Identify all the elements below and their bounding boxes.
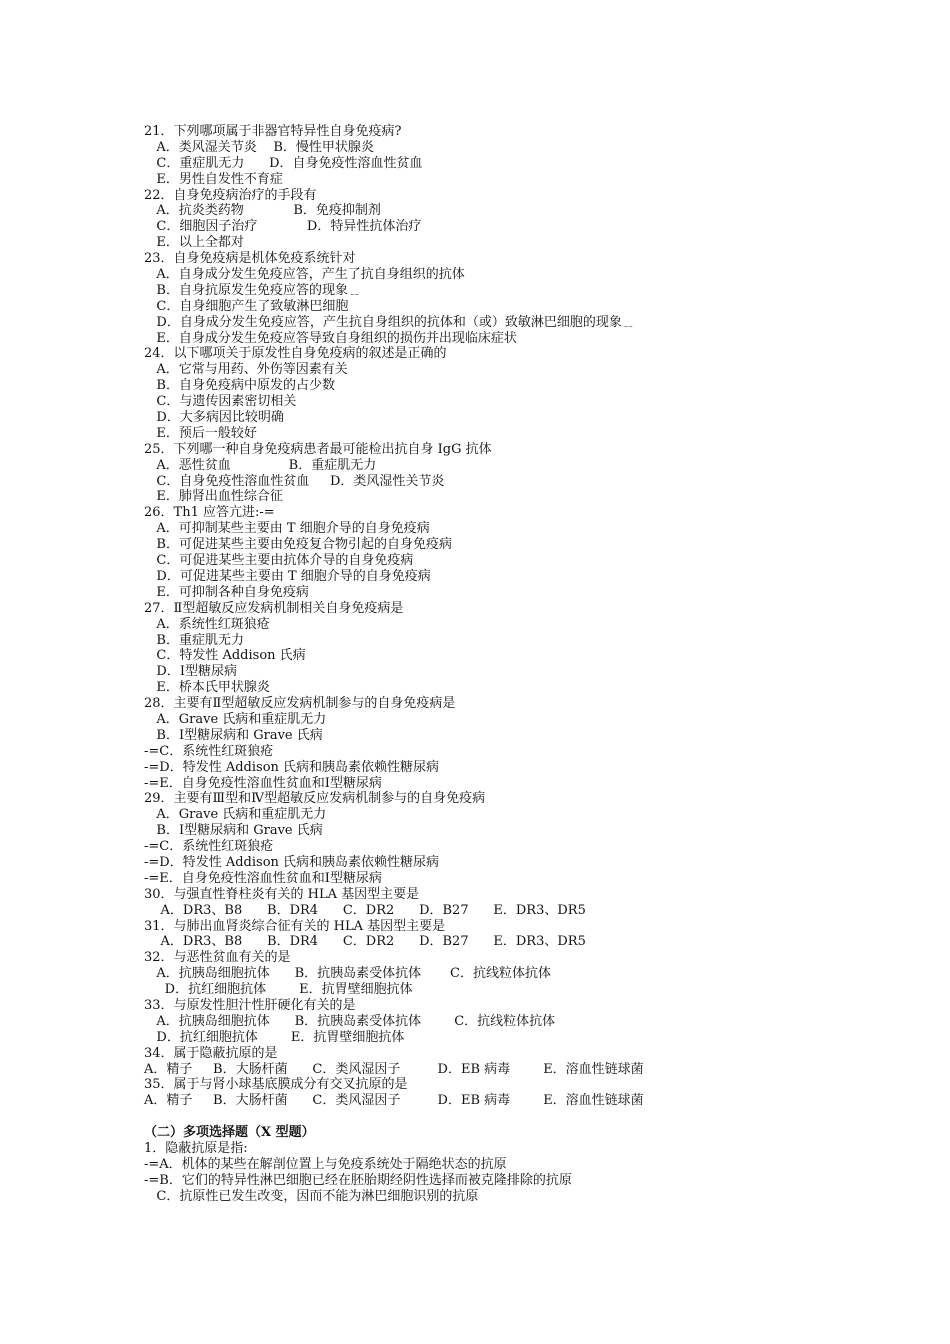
text-line: 31．与肺出血肾炎综合征有关的 HLA 基因型主要是 — [144, 918, 446, 934]
text-line: A．自身成分发生免疫应答，产生了抗自身组织的抗体 — [144, 267, 465, 283]
text-line: A．抗炎类药物 B．免疫抑制剂 — [144, 203, 381, 219]
text-line: A．精子 B．大肠杆菌 C．类风湿因子 D．EB 病毒 E．溶血性链球菌 — [144, 1061, 644, 1077]
text-line: 21．下列哪项属于非器官特异性自身免疫病? — [144, 124, 402, 139]
text-line: 34．属于隐蔽抗原的是 — [144, 1045, 278, 1061]
text-line: A．抗胰岛细胞抗体 B．抗胰岛素受体抗体 C．抗线粒体抗体 — [144, 1013, 556, 1029]
text-line: 27．Ⅱ型超敏反应发病机制相关自身免疫病是 — [144, 600, 404, 616]
text-line: -=C．系统性红斑狼疮 — [144, 743, 274, 759]
text-line: -=A．机体的某些在解剖位置上与免疫系统处于隔绝状态的抗原 — [144, 1156, 507, 1172]
text-line: C．可促进某些主要由抗体介导的自身免疫病 — [144, 553, 414, 569]
text-line: A．抗胰岛细胞抗体 B．抗胰岛素受体抗体 C．抗线粒体抗体 — [144, 966, 552, 982]
text-line: 33．与原发性胆汁性肝硬化有关的是 — [144, 997, 356, 1013]
text-line: C．重症肌无力 D．自身免疫性溶血性贫血 — [144, 155, 423, 171]
text-line: B．Ⅰ型糖尿病和 Grave 氏病 — [144, 727, 323, 743]
text-line: A．它常与用药、外伤等因素有关 — [144, 362, 348, 378]
text-line: -=D．特发性 Addison 氏病和胰岛素依赖性糖尿病 — [144, 854, 440, 870]
text-line: -=E．自身免疫性溶血性贫血和Ⅰ型糖尿病 — [144, 870, 382, 886]
text-line: D．自身成分发生免疫应答，产生抗自身组织的抗体和（或）致敏淋巴细胞的现象﹎ — [144, 314, 635, 330]
text-line: A．DR3、B8 B．DR4 C．DR2 D．B27 E．DR3、DR5 — [144, 934, 586, 950]
text-line: -=C．系统性红斑狼疮 — [144, 839, 274, 855]
text-line: A．系统性红斑狼疮 — [144, 616, 270, 632]
multiple-choice-question-block — [144, 1141, 884, 1205]
text-line: E．桥本氏甲状腺炎 — [144, 680, 270, 696]
text-line: 26．Th1 应答亢进:-= — [144, 505, 275, 521]
text-line: 32．与恶性贫血有关的是 — [144, 950, 291, 966]
document-content — [144, 124, 884, 1205]
text-line: C．抗原性已发生改变，因而不能为淋巴细胞识别的抗原 — [144, 1188, 479, 1204]
text-line: 35．属于与肾小球基底膜成分有交叉抗原的是 — [144, 1077, 408, 1093]
text-line: C．自身免疫性溶血性贫血 D．类风湿性关节炎 — [144, 473, 445, 489]
single-choice-question-block — [144, 124, 884, 1109]
text-line: B．自身免疫病中原发的占少数 — [144, 378, 335, 394]
text-line: D．大多病因比较明确 — [144, 410, 284, 426]
text-line: E．可抑制各种自身免疫病 — [144, 584, 309, 600]
section-spacer — [144, 1109, 884, 1125]
text-line: D．可促进某些主要由 T 细胞介导的自身免疫病 — [144, 568, 431, 584]
text-line: 24．以下哪项关于原发性自身免疫病的叙述是正确的 — [144, 346, 447, 362]
text-line: D．Ⅰ型糖尿病 — [144, 664, 237, 680]
text-line: A．Grave 氏病和重症肌无力 — [144, 807, 327, 823]
text-line: 1．隐蔽抗原是指: — [144, 1141, 248, 1156]
text-line: C．细胞因子治疗 D．特异性抗体治疗 — [144, 219, 422, 235]
text-line: -=D．特发性 Addison 氏病和胰岛素依赖性糖尿病 — [144, 759, 440, 775]
text-line: A．精子 B．大肠杆菌 C．类风湿因子 D．EB 病毒 E．溶血性链球菌 — [144, 1093, 644, 1109]
text-line: A．DR3、B8 B．DR4 C．DR2 D．B27 E．DR3、DR5 — [144, 902, 586, 918]
text-line: 25．下列哪一种自身免疫病患者最可能检出抗自身 IgG 抗体 — [144, 441, 492, 457]
text-line: B．Ⅰ型糖尿病和 Grave 氏病 — [144, 823, 323, 839]
text-line: -=E．自身免疫性溶血性贫血和Ⅰ型糖尿病 — [144, 775, 382, 791]
text-line: A．可抑制某些主要由 T 细胞介导的自身免疫病 — [144, 521, 430, 537]
section-heading: （二）多项选择题（X 型题） — [144, 1125, 315, 1141]
text-line: 29．主要有Ⅲ型和Ⅳ型超敏反应发病机制参与的自身免疫病 — [144, 791, 486, 807]
text-line: E．男性自发性不育症 — [144, 171, 283, 187]
text-line: E．肺肾出血性综合征 — [144, 489, 283, 505]
text-line: C．特发性 Addison 氏病 — [144, 648, 306, 664]
text-line: E．以上全都对 — [144, 235, 244, 251]
text-line: B．自身抗原发生免疫应答的现象﹎ — [144, 282, 361, 298]
text-line: A．Grave 氏病和重症肌无力 — [144, 711, 327, 727]
text-line: D．抗红细胞抗体 E．抗胃壁细胞抗体 — [144, 982, 413, 998]
text-line: A．恶性贫血 B．重症肌无力 — [144, 457, 377, 473]
text-line: C．自身细胞产生了致敏淋巴细胞 — [144, 298, 349, 314]
text-line: C．与遗传因素密切相关 — [144, 394, 297, 410]
text-line: D．抗红细胞抗体 E．抗胃壁细胞抗体 — [144, 1029, 405, 1045]
text-line: B．可促进某些主要由免疫复合物引起的自身免疫病 — [144, 537, 452, 553]
text-line: E．预后一般较好 — [144, 425, 257, 441]
text-line: A．类风湿关节炎 B．慢性甲状腺炎 — [144, 139, 374, 155]
text-line: 22．自身免疫病治疗的手段有 — [144, 187, 317, 203]
text-line: -=B．它们的特异性淋巴细胞已经在胚胎期经阴性选择而被克隆排除的抗原 — [144, 1172, 572, 1188]
text-line: 28．主要有Ⅱ型超敏反应发病机制参与的自身免疫病是 — [144, 696, 456, 712]
text-line: 30．与强直性脊柱炎有关的 HLA 基因型主要是 — [144, 886, 420, 902]
text-line: E．自身成分发生免疫应答导致自身组织的损伤并出现临床症状 — [144, 330, 517, 346]
text-line: B．重症肌无力 — [144, 632, 244, 648]
text-line: 23．自身免疫病是机体免疫系统针对 — [144, 251, 356, 267]
